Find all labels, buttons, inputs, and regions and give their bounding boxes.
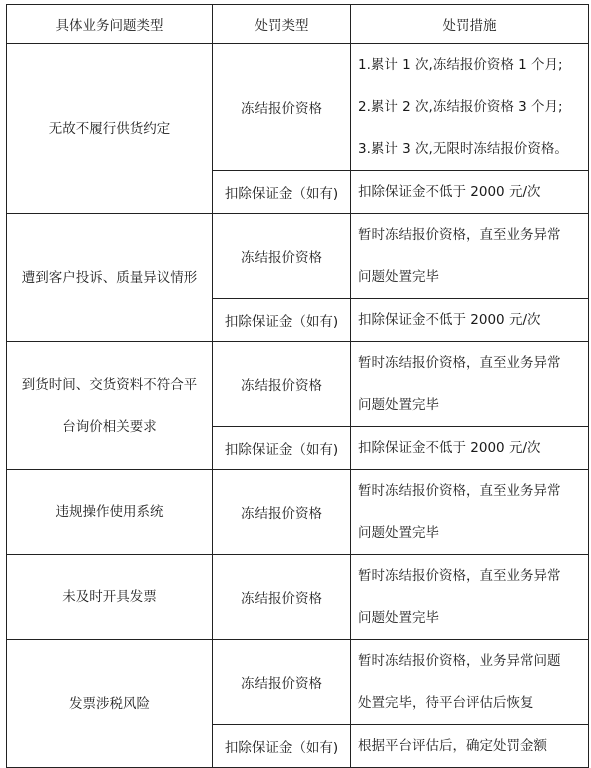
measure-line: 暂时冻结报价资格，业务异常问题 (358, 653, 561, 669)
issue-cell: 发票涉税风险 (7, 640, 213, 768)
penalty-measure-cell (351, 44, 589, 171)
measure-line: 问题处置完毕 (358, 269, 439, 285)
issue-line: 到货时间、交货资料不符合平 (21, 376, 198, 393)
penalty-type-cell: 扣除保证金（如有) (213, 427, 351, 470)
penalty-type-cell: 冻结报价资格 (213, 214, 351, 299)
measure-line: 问题处置完毕 (358, 397, 439, 413)
penalty-measure-cell: 扣除保证金不低于 2000 元/次 (351, 427, 589, 470)
measure-line: 处置完毕，待平台评估后恢复 (358, 695, 534, 711)
issue-cell: 违规操作使用系统 (7, 470, 213, 555)
header-penalty-measure: 处罚措施 (351, 5, 589, 44)
header-penalty-type: 处罚类型 (213, 5, 351, 44)
penalty-type-cell: 冻结报价资格 (213, 640, 351, 725)
measure-line: 暂时冻结报价资格，直至业务异常 (358, 568, 561, 584)
header-issue-type: 具体业务问题类型 (7, 5, 213, 44)
penalty-type-cell: 冻结报价资格 (213, 470, 351, 555)
issue-cell: 遭到客户投诉、质量异议情形 (7, 214, 213, 342)
penalty-table (6, 4, 589, 768)
penalty-measure-cell (351, 555, 589, 640)
measure-line: 3.累计 3 次,无限时冻结报价资格。 (358, 141, 568, 157)
penalty-measure-cell (351, 470, 589, 555)
table-row (7, 44, 589, 171)
measure-line: 暂时冻结报价资格，直至业务异常 (358, 355, 561, 371)
table-row (7, 640, 589, 725)
penalty-type-cell: 冻结报价资格 (213, 44, 351, 171)
penalty-type-cell: 扣除保证金（如有) (213, 299, 351, 342)
measure-line: 暂时冻结报价资格，直至业务异常 (358, 227, 561, 243)
penalty-measure-cell (351, 214, 589, 299)
penalty-measure-cell (351, 342, 589, 427)
penalty-measure-cell: 扣除保证金不低于 2000 元/次 (351, 299, 589, 342)
measure-line: 问题处置完毕 (358, 525, 439, 541)
issue-cell (7, 342, 213, 470)
issue-cell: 无故不履行供货约定 (7, 44, 213, 214)
measure-line: 暂时冻结报价资格，直至业务异常 (358, 483, 561, 499)
issue-line: 台询价相关要求 (62, 418, 157, 435)
penalty-type-cell: 冻结报价资格 (213, 555, 351, 640)
penalty-type-cell: 扣除保证金（如有) (213, 725, 351, 768)
penalty-measure-cell: 扣除保证金不低于 2000 元/次 (351, 171, 589, 214)
measure-line: 问题处置完毕 (358, 610, 439, 626)
issue-cell: 未及时开具发票 (7, 555, 213, 640)
measure-line: 2.累计 2 次,冻结报价资格 3 个月; (358, 99, 563, 115)
penalty-measure-cell: 根据平台评估后，确定处罚金额 (351, 725, 589, 768)
penalty-type-cell: 扣除保证金（如有) (213, 171, 351, 214)
table-row (7, 214, 589, 299)
penalty-type-cell: 冻结报价资格 (213, 342, 351, 427)
table-row (7, 342, 589, 427)
table-header-row (7, 5, 589, 44)
penalty-measure-cell (351, 640, 589, 725)
table-row (7, 555, 589, 640)
measure-line: 1.累计 1 次,冻结报价资格 1 个月; (358, 57, 563, 73)
table-row (7, 470, 589, 555)
